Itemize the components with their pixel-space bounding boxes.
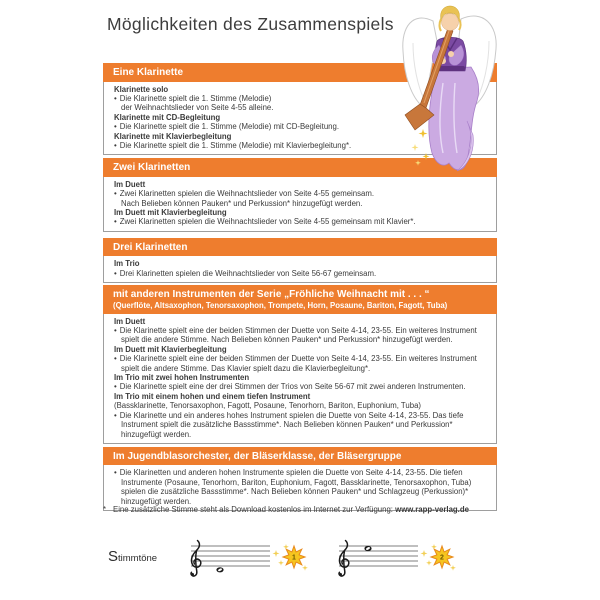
item-heading: Im Duett mit Klavierbegleitung [114,208,227,218]
section-header-label: Eine Klarinette [113,67,184,78]
star-badge-2 [431,544,456,571]
item-text [114,189,488,198]
item-heading: Im Duett [114,316,146,326]
section-body [103,177,497,232]
whole-note [364,546,371,551]
bullet-icon: • [114,217,117,227]
tuning-staff-1 [178,538,310,584]
bullet-text: Die Klarinette spielt eine der beiden Stimmen der Duette von Seite 4-14, 23-55. Ein weiteres Instrument spielt die andere Stimme. Das Klavier spielt dazu die Klavierbegleitung*. [119,354,477,373]
tuning-staff-2 [326,538,458,584]
bullet-icon: • [114,326,117,336]
angel-belt [437,66,465,71]
section-body [103,256,497,283]
section-subheader: (Querflöte, Altsaxophon, Tenorsaxophon, Trompete, Horn, Posaune, Bariton, Fagott, Tuba) [113,300,448,310]
item-text [114,468,488,506]
bullet-icon: • [114,410,117,420]
bullet-text: Zwei Klarinetten spielen die Weihnachtslieder von Seite 4-55 gemeinsam. [119,189,374,199]
item-text [114,382,488,391]
item-heading: Klarinette solo [114,84,169,94]
bullet-icon: • [114,382,117,392]
bullet-text: Zwei Klarinetten spielen die Weihnachtslieder von Seite 4-55 gemeinsam mit Klavier*. [119,217,416,227]
star-badge-1 [283,544,308,571]
bullet-text: Die Klarinetten und anderen hohen Instrumente spielen die Duette von Seite 4-14, 23-55. Die tiefen Instrumente (Posaune, Tenorhorn, Bariton, Euphonium, Fagott, Bassklarinette, Tenorsaxophon, Tuba) spielen die zusätzliche Bassstimme*. Nach Belieben können Pauken* und Schlagzeug (Perkussion)* hinzugefügt werden. [119,468,472,506]
section-header-label: Zwei Klarinetten [113,162,191,174]
bullet-text: Die Klarinette und ein anderes hohes Instrument spielen die Duette von Seite 4-14, 23-55. Das tiefe Instrument spielt die zusätzliche Bassstimme*. Nach Belieben können Pauken* und Perkussion* hinzugefügt werden. [119,410,464,439]
footnote [103,505,497,514]
angel-illustration [393,3,507,172]
bullet-icon: • [114,189,117,199]
bullet-icon: • [114,122,117,132]
item-text: Nach Belieben können Pauken* und Perkussion* hinzugefügt werden. [121,198,363,208]
section-drei-klarinetten [103,238,497,283]
section-andere-instrumente [103,285,497,444]
section-header [103,447,497,466]
bullet-icon: • [114,93,117,103]
bullet-text: Die Klarinette spielt eine der drei Stimmen der Trios von Seite 56-67 mit zwei anderen Instrumenten. [119,382,466,392]
bullet-text: Die Klarinette spielt die 1. Stimme (Melodie) mit CD-Begleitung. [119,122,339,132]
item-text [114,354,488,373]
item-heading: Im Trio mit zwei hohen Instrumenten [114,373,250,383]
item-heading: Klarinette mit Klavierbegleitung [114,131,232,141]
badge-number: 1 [292,554,296,562]
section-header [103,238,497,257]
section-jugendblasorchester [103,447,497,511]
footnote-text: Eine zusätzliche Stimme steht als Download kostenlos im Internet zur Verfügung: [113,505,393,514]
bullet-icon: • [114,354,117,364]
bullet-text: Die Klarinette spielt eine der beiden Stimmen der Duette von Seite 4-14, 23-55. Ein weiteres Instrument spielt die andere Stimme. Nach Belieben können Pauken* und Perkussion* hinzugefügt werden. [119,326,477,345]
asterisk-icon: * [103,505,107,514]
item-text: der Weihnachtslieder von Seite 4-55 alleine. [121,103,274,113]
bullet-icon: • [114,468,117,478]
whole-note [216,567,223,572]
item-text: (Bassklarinette, Tenorsaxophon, Fagott, Posaune, Tenorhorn, Bariton, Euphonium, Tuba) [114,401,422,411]
section-header-label: Im Jugendblasorchester, der Bläserklasse, der Bläsergruppe [113,450,402,462]
item-text [114,269,488,278]
section-header [103,285,497,313]
bullet-text: Drei Klarinetten spielen die Weihnachtslieder von Seite 56-67 gemeinsam. [119,268,377,278]
item-heading: Im Trio mit einem hohen und einem tiefen Instrument [114,391,311,401]
footnote-url: www.rapp-verlag.de [395,505,469,514]
staff-lines [339,546,418,566]
sparkle-stars [421,550,432,566]
angel-hand [448,51,454,57]
item-heading: Im Duett [114,179,146,189]
section-header-label: mit anderen Instrumenten der Serie „Fröhliche Weihnacht mit . . . “ [113,289,430,301]
badge-number: 2 [440,554,444,562]
section-body [103,314,497,444]
item-text [114,326,488,345]
item-heading: Im Trio [114,259,140,269]
bullet-text: Die Klarinette spielt die 1. Stimme (Melodie) [119,93,272,103]
bullet-icon: • [114,140,117,150]
item-text [114,411,488,439]
sparkle-stars [412,129,430,166]
tuning-label: Stimmtöne [108,548,158,565]
sparkle-stars [273,550,284,566]
bullet-text: Die Klarinette spielt die 1. Stimme (Melodie) mit Klavierbegleitung*. [119,140,352,150]
item-heading: Klarinette mit CD-Begleitung [114,112,221,122]
angel-head [442,14,459,31]
item-text [114,217,488,226]
section-header-label: Drei Klarinetten [113,241,188,253]
page-title: Möglichkeiten des Zusammenspiels [107,14,394,34]
bullet-icon: • [114,268,117,278]
staff-lines [191,546,270,566]
item-heading: Im Duett mit Klavierbegleitung [114,344,227,354]
